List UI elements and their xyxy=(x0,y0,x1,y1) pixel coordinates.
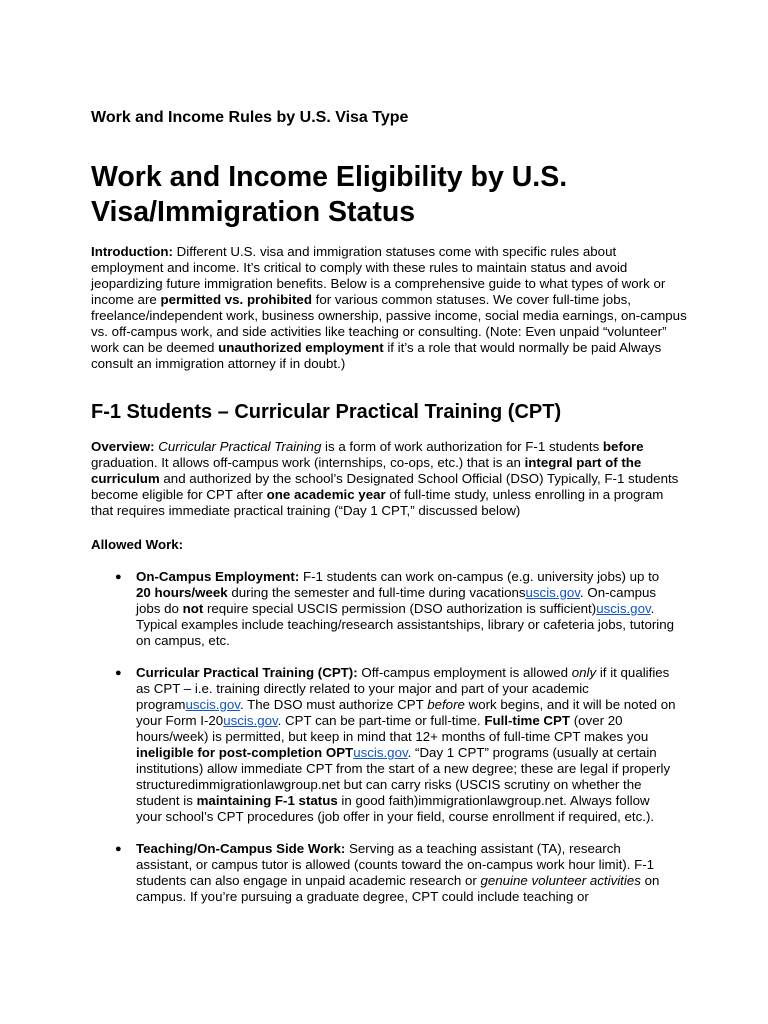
main-heading: Work and Income Eligibility by U.S. Visa/Immigration Status xyxy=(91,161,568,228)
item-text: Serving as a teaching assistant (TA), research assistant, or campus tutor is allowed (counts toward the on-campus work hour limit). F-1 students can also engage in unpaid academic research or xyxy=(136,841,655,888)
item-italic: before xyxy=(427,697,465,712)
item-emphasis: 20 hours/week xyxy=(136,585,228,600)
item-label: Teaching/On-Campus Side Work: xyxy=(136,841,346,856)
item-italic: only xyxy=(571,665,597,680)
item-italic: genuine volunteer activities xyxy=(480,873,641,888)
uscis-link[interactable]: uscis.gov xyxy=(353,745,408,760)
item-text: require special USCIS permission (DSO authorization is sufficient) xyxy=(203,601,597,616)
uscis-link[interactable]: uscis.gov xyxy=(223,713,278,728)
item-text: . Typical examples include teaching/research assistantships, library or cafeteria jobs, tutoring on campus, etc. xyxy=(136,601,675,648)
item-text: on campus. If you’re pursuing a graduate degree, CPT could include teaching or xyxy=(136,873,660,904)
item-emphasis: ineligible for post-completion OPT xyxy=(136,745,354,760)
intro-paragraph xyxy=(91,244,687,372)
bullet-icon: ● xyxy=(115,667,122,679)
uscis-link[interactable]: uscis.gov xyxy=(596,601,651,616)
list-item-teaching xyxy=(91,841,676,905)
item-text: Off-campus employment is allowed xyxy=(357,665,572,680)
intro-text: for various common statuses. We cover full-time jobs, freelance/independent work, business ownership, passive income, social media earnings, on-campus vs. off-campus work, and side activities like teaching or consulting. (Note: Even unpaid “volunteer” work can be deemed xyxy=(91,292,687,355)
bullet-icon: ● xyxy=(115,843,122,855)
allowed-work-list xyxy=(91,569,691,921)
item-text: . The DSO must authorize CPT xyxy=(239,697,428,712)
item-text: in good faith)immigrationlawgroup.net. Always follow your school’s CPT procedures (job offer in your field, course enrollment if required, etc.). xyxy=(136,793,655,824)
overview-text: is a form of work authorization for F-1 students xyxy=(321,439,603,454)
item-text: . “Day 1 CPT” programs (usually at certain institutions) allow immediate CPT from the start of a new degree; these are legal if properly structuredimmigrationlawgroup.net but can carry risks (USCIS scrutiny on whether the student is xyxy=(136,745,671,808)
item-text: work begins, and it will be noted on your Form I-20 xyxy=(136,697,676,728)
overview-label: Overview: xyxy=(91,439,155,454)
overview-text: and authorized by the school’s Designated School Official (DSO) Typically, F-1 students become eligible for CPT after xyxy=(91,471,679,502)
item-text: (over 20 hours/week) is permitted, but keep in mind that 12+ months of full-time CPT makes you xyxy=(136,713,649,744)
bullet-icon: ● xyxy=(115,571,122,583)
intro-text: if it’s a role that would normally be paid Always consult an immigration attorney if in doubt.) xyxy=(91,340,662,371)
overview-italic: Curricular Practical Training xyxy=(158,439,322,454)
overview-emphasis: integral part of the curriculum xyxy=(91,455,642,486)
item-text: during the semester and full-time during vacations xyxy=(227,585,526,600)
intro-label: Introduction: xyxy=(91,244,173,259)
overview-emphasis: before xyxy=(602,439,644,454)
item-text: F-1 students can work on-campus (e.g. university jobs) up to xyxy=(299,569,660,584)
list-item-on-campus xyxy=(91,569,676,649)
intro-text: Different U.S. visa and immigration statuses come with specific rules about employment and income. It’s critical to comply with these rules to maintain status and avoid jeopardizing future immigration benefits. Below is a comprehensive guide to what types of work or income are xyxy=(91,244,666,307)
item-emphasis: maintaining F-1 status xyxy=(196,793,338,808)
section-heading-cpt: F-1 Students – Curricular Practical Training (CPT) xyxy=(91,401,562,423)
item-emphasis: not xyxy=(182,601,204,616)
item-label: Curricular Practical Training (CPT): xyxy=(136,665,358,680)
item-emphasis: Full-time CPT xyxy=(484,713,571,728)
uscis-link[interactable]: uscis.gov xyxy=(525,585,580,600)
item-label: On-Campus Employment: xyxy=(136,569,300,584)
allowed-work-label: Allowed Work: xyxy=(91,537,184,552)
list-item-cpt xyxy=(91,665,676,825)
document-title: Work and Income Rules by U.S. Visa Type xyxy=(91,109,409,126)
item-text: if it qualifies as CPT – i.e. training directly related to your major and part of your academic program xyxy=(136,665,670,712)
intro-emphasis: unauthorized employment xyxy=(218,340,384,355)
overview-text: of full-time study, unless enrolling in a program that requires immediate practical training (“Day 1 CPT,” discussed below) xyxy=(91,487,664,518)
intro-emphasis: permitted vs. prohibited xyxy=(160,292,312,307)
item-text: . On-campus jobs do xyxy=(136,585,657,616)
item-text: . CPT can be part-time or full-time. xyxy=(277,713,485,728)
overview-emphasis: one academic year xyxy=(266,487,386,502)
overview-text: graduation. It allows off-campus work (internships, co-ops, etc.) that is an xyxy=(91,455,525,470)
uscis-link[interactable]: uscis.gov xyxy=(185,697,240,712)
overview-paragraph xyxy=(91,439,687,519)
